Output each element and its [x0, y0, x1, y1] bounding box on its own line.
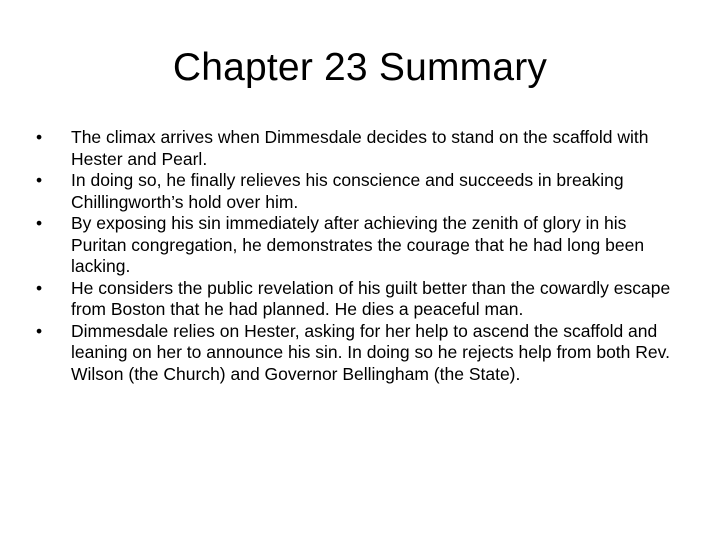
bullet-text: He considers the public revelation of his guilt better than the cowardly escape from Boston that he had planned. He dies a peaceful man.	[71, 277, 671, 319]
bullet-dot-icon: •	[36, 127, 43, 147]
bullet-item	[36, 278, 676, 321]
bullet-item	[36, 321, 676, 386]
bullet-item	[36, 127, 676, 170]
bullet-text: The climax arrives when Dimmesdale decides to stand on the scaffold with Hester and Pearl.	[71, 127, 649, 169]
bullet-list	[36, 127, 676, 385]
bullet-text: In doing so, he finally relieves his conscience and succeeds in breaking Chillingworth’s hold over him.	[71, 170, 624, 212]
bullet-dot-icon: •	[36, 277, 43, 298]
bullet-text: Dimmesdale relies on Hester, asking for her help to ascend the scaffold and leaning on her to announce his sin. In doing so he rejects help from both Rev. Wilson (the Church) and Governor Bellingham (the State).	[71, 320, 670, 384]
bullet-item	[36, 170, 676, 213]
bullet-item	[36, 213, 676, 278]
bullet-dot-icon: •	[36, 213, 43, 233]
bullet-dot-icon: •	[36, 320, 43, 341]
bullet-dot-icon: •	[36, 170, 43, 190]
slide-title: Chapter 23 Summary	[172, 46, 548, 89]
bullet-text: By exposing his sin immediately after achieving the zenith of glory in his Puritan congregation, he demonstrates the courage that he had long been lacking.	[71, 213, 645, 276]
